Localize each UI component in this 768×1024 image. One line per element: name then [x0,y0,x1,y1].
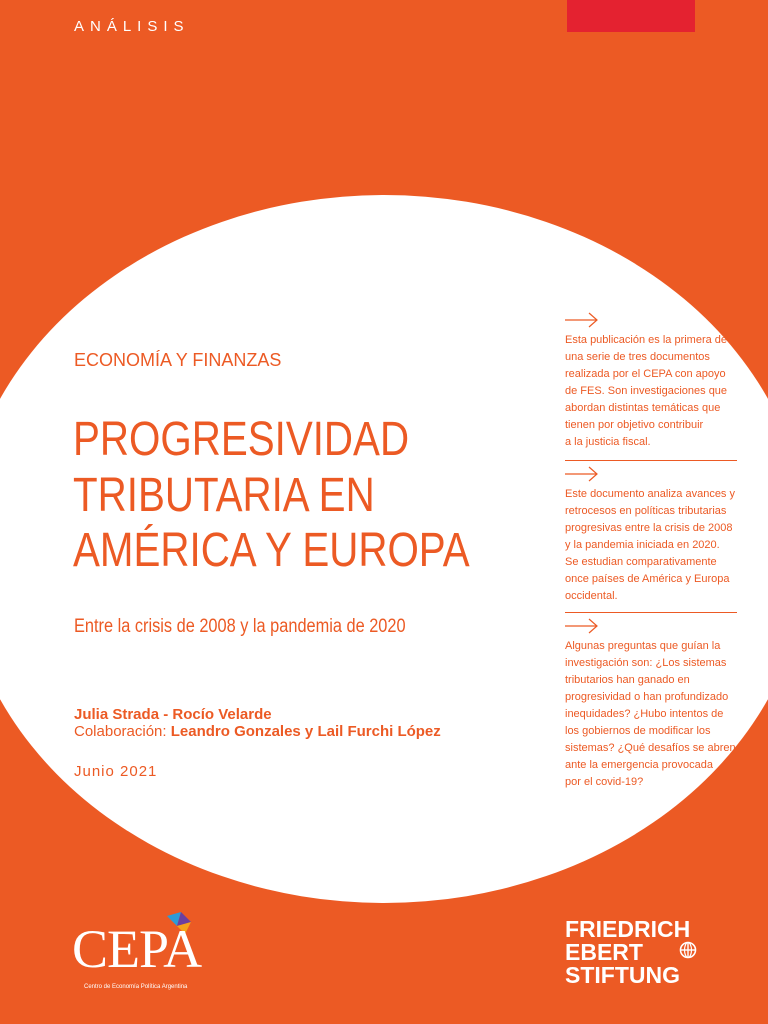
fes-logo-line: EBERT [565,939,643,965]
sidebar-divider [565,460,737,461]
fes-logo-line: FRIEDRICH [565,916,691,942]
red-corner-tab [567,0,695,32]
collaboration-names: Leandro Gonzales y Lail Furchi López [170,723,441,740]
arrow-right-icon [565,312,599,328]
title-line: PROGRESIVIDAD [73,413,410,466]
document-subtitle: Entre la crisis de 2008 y la pandemia de 2020 [74,616,406,637]
title-line: TRIBUTARIA EN [73,468,375,522]
cepa-logo [72,912,232,996]
sidebar-block-summary [565,466,740,605]
series-label: ANÁLISIS [74,18,190,35]
sidebar-divider [565,612,737,613]
sidebar-block-questions [565,618,740,791]
topic-label: ECONOMÍA Y FINANZAS [74,350,282,370]
title-line: AMÉRICA Y EUROPA [73,524,470,578]
cepa-tagline: Centro de Economía Política Argentina [84,984,188,990]
authors: Julia Strada - Rocío Velarde [74,706,272,723]
document-title [73,412,468,579]
sidebar-text: Algunas preguntas que guían la investigación son: ¿Los sistemas tributarios han ganado en progresividad o han profundizado inequidades? ¿Hubo intentos de los gobiernos de modificar los sistemas? ¿Qué desafíos se abren ante la emergencia provocada por el covid-19? [565,640,736,788]
fes-logo-line: STIFTUNG [565,962,680,988]
arrow-right-icon [565,618,599,634]
arrow-right-icon [565,466,599,482]
collaboration-label: Colaboración: [74,723,167,740]
sidebar-text: Esta publicación es la primera de una serie de tres documentos realizada por el CEPA con apoyo de FES. Son investigaciones que abordan distintas temáticas que tienen por objetivo contribuir a la justicia fiscal. [565,334,728,448]
sidebar-text: Este documento analiza avances y retrocesos en políticas tributarias progresivas entre la crisis de 2008 y la pandemia iniciada en 2020. Se estudian comparativamente once países de América y Europa occidental. [565,488,735,602]
publication-date: Junio 2021 [74,763,158,780]
globe-icon [679,941,697,959]
collaboration-line [74,723,441,740]
sidebar-block-intro [565,312,740,451]
cepa-wordmark: CEPA [72,919,202,979]
